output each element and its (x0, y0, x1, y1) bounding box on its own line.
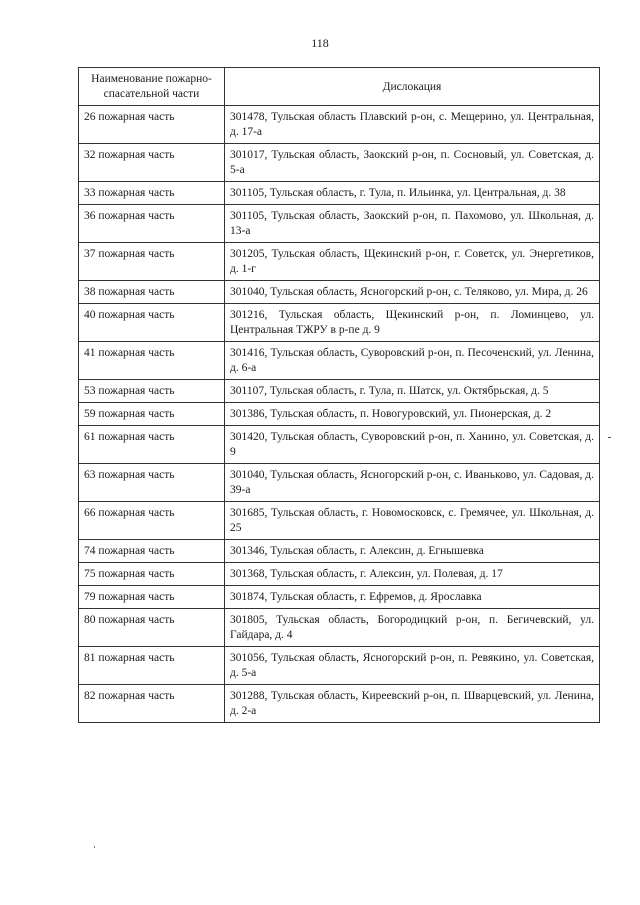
station-location-cell: 301805, Тульская область, Богородицкий р-он, п. Бегичевский, ул. Гайдара, д. 4 (225, 609, 600, 647)
station-location-cell: 301105, Тульская область, г. Тула, п. Ильинка, ул. Центральная, д. 38 (225, 182, 600, 205)
table-row (79, 380, 600, 403)
station-location-cell: 301478, Тульская область Плавский р-он, с. Мещерино, ул. Центральная, д. 17-а (225, 106, 600, 144)
table-header-row (79, 68, 600, 106)
table-body (79, 106, 600, 723)
station-location-cell: 301288, Тульская область, Киреевский р-он, п. Шварцевский, ул. Ленина, д. 2-а (225, 685, 600, 723)
station-name-cell: 33 пожарная часть (79, 182, 225, 205)
station-location-cell: 301017, Тульская область, Заокский р-он, п. Сосновый, ул. Советская, д. 5-а (225, 144, 600, 182)
station-name-cell: 80 пожарная часть (79, 609, 225, 647)
table-row (79, 304, 600, 342)
station-name-cell: 81 пожарная часть (79, 647, 225, 685)
table-row (79, 540, 600, 563)
station-name-cell: 32 пожарная часть (79, 144, 225, 182)
table-row (79, 586, 600, 609)
station-name-cell: 63 пожарная часть (79, 464, 225, 502)
table-row (79, 685, 600, 723)
header-location: Дислокация (225, 68, 600, 106)
table-row (79, 502, 600, 540)
station-location-cell: 301056, Тульская область, Ясногорский р-он, п. Ревякино, ул. Советская, д. 5-а (225, 647, 600, 685)
table-row (79, 342, 600, 380)
station-name-cell: 59 пожарная часть (79, 403, 225, 426)
station-name-cell: 79 пожарная часть (79, 586, 225, 609)
table-row (79, 205, 600, 243)
station-name-cell: 41 пожарная часть (79, 342, 225, 380)
station-location-cell: 301346, Тульская область, г. Алексин, д. Егнышевка (225, 540, 600, 563)
page-number: 118 (311, 36, 329, 50)
table-row (79, 243, 600, 281)
station-name-cell: 66 пожарная часть (79, 502, 225, 540)
table-row (79, 609, 600, 647)
station-location-cell: 301416, Тульская область, Суворовский р-он, п. Песоченский, ул. Ленина, д. 6-а (225, 342, 600, 380)
table-row (79, 106, 600, 144)
station-location-cell: 301105, Тульская область, Заокский р-он, п. Пахомово, ул. Школьная, д. 13-а (225, 205, 600, 243)
station-location-cell: 301386, Тульская область, п. Новогуровский, ул. Пионерская, д. 2 (225, 403, 600, 426)
station-name-cell: 75 пожарная часть (79, 563, 225, 586)
table-row (79, 647, 600, 685)
station-name-cell: 53 пожарная часть (79, 380, 225, 403)
table-row (79, 426, 600, 464)
station-location-cell: 301685, Тульская область, г. Новомосковск, с. Гремячее, ул. Школьная, д. 25 (225, 502, 600, 540)
margin-mark (94, 846, 95, 848)
station-location-cell: 301874, Тульская область, г. Ефремов, д. Ярославка (225, 586, 600, 609)
station-location-cell: 301420, Тульская область, Суворовский р-он, п. Ханино, ул. Советская, д. 9 (225, 426, 600, 464)
station-location-cell: 301040, Тульская область, Ясногорский р-он, с. Теляково, ул. Мира, д. 26 (225, 281, 600, 304)
margin-mark (608, 437, 611, 438)
station-name-cell: 37 пожарная часть (79, 243, 225, 281)
fire-stations-table (78, 67, 600, 723)
table-row (79, 182, 600, 205)
station-name-cell: 38 пожарная часть (79, 281, 225, 304)
station-name-cell: 40 пожарная часть (79, 304, 225, 342)
station-location-cell: 301040, Тульская область, Ясногорский р-он, с. Иваньково, ул. Садовая, д. 39-а (225, 464, 600, 502)
table-row (79, 563, 600, 586)
station-name-cell: 36 пожарная часть (79, 205, 225, 243)
station-name-cell: 26 пожарная часть (79, 106, 225, 144)
station-location-cell: 301205, Тульская область, Щекинский р-он, г. Советск, ул. Энергетиков, д. 1-г (225, 243, 600, 281)
table-row (79, 464, 600, 502)
station-location-cell: 301368, Тульская область, г. Алексин, ул. Полевая, д. 17 (225, 563, 600, 586)
station-location-cell: 301107, Тульская область, г. Тула, п. Шатск, ул. Октябрьская, д. 5 (225, 380, 600, 403)
station-name-cell: 61 пожарная часть (79, 426, 225, 464)
station-name-cell: 82 пожарная часть (79, 685, 225, 723)
station-location-cell: 301216, Тульская область, Щекинский р-он, п. Ломинцево, ул. Центральная ТЖРУ в р-пе д. 9 (225, 304, 600, 342)
table-row (79, 144, 600, 182)
header-name: Наименование пожарно-спасательной части (79, 68, 225, 106)
station-name-cell: 74 пожарная часть (79, 540, 225, 563)
table-row (79, 281, 600, 304)
table-row (79, 403, 600, 426)
